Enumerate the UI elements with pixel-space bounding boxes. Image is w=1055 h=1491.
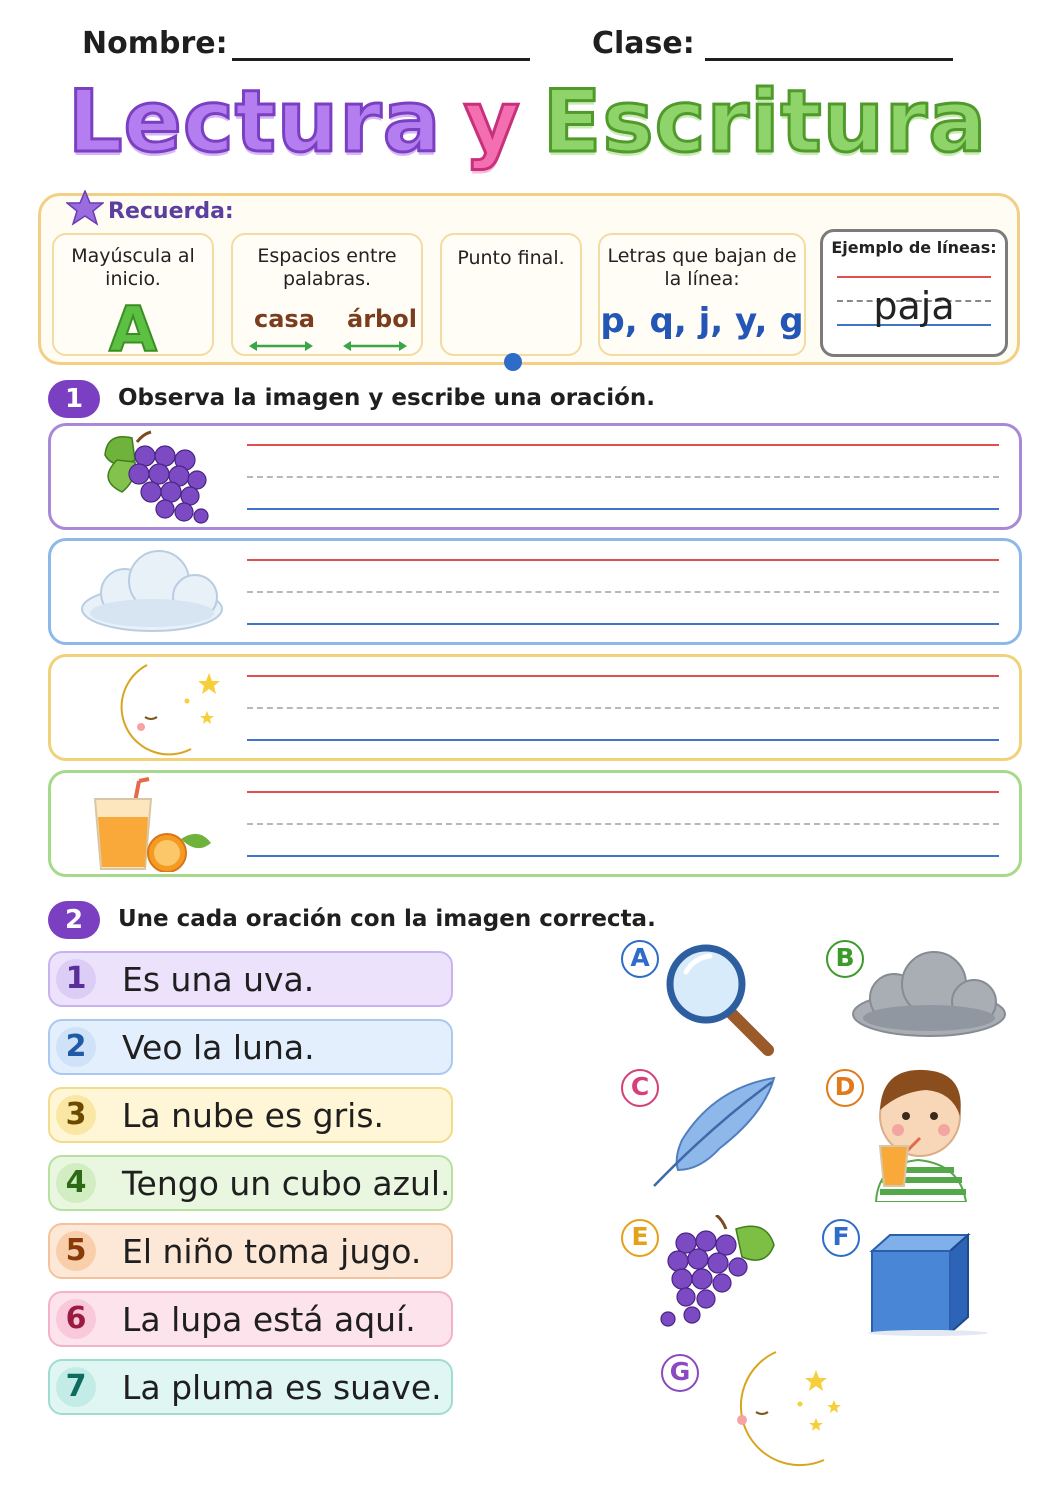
- sentence-number: 3: [56, 1095, 96, 1135]
- sentence-1[interactable]: [48, 951, 453, 1007]
- capital-a-example: A: [109, 293, 157, 366]
- example-word-paja: paja: [873, 284, 955, 328]
- sentence-text: La lupa está aquí.: [122, 1300, 416, 1339]
- sentence-text: La pluma es suave.: [122, 1368, 442, 1407]
- section-1-badge: 1: [48, 380, 100, 418]
- title-part-escritura: Escritura: [542, 72, 988, 172]
- name-label: Nombre:: [82, 26, 228, 61]
- star-icon: [66, 190, 104, 226]
- period-dot-icon: [504, 353, 522, 371]
- cloud-icon: [77, 545, 227, 640]
- writing-row-moon: [48, 654, 1022, 761]
- option-letter-a[interactable]: A: [621, 940, 659, 978]
- tip-text: Mayúscula al inicio.: [71, 245, 195, 290]
- tip-text: Punto final.: [457, 247, 565, 269]
- double-arrow-icon: [343, 341, 407, 351]
- sentence-text: La nube es gris.: [122, 1096, 385, 1135]
- tip-word-spaces: [231, 233, 423, 356]
- tip-text: Letras que bajan de la línea:: [607, 245, 797, 290]
- tip-period: [440, 233, 582, 356]
- sentence-2[interactable]: [48, 1019, 453, 1075]
- option-letter-g[interactable]: G: [661, 1354, 699, 1392]
- option-letter-e[interactable]: E: [621, 1219, 659, 1257]
- sentence-number: 5: [56, 1231, 96, 1271]
- example-word-casa: casa: [254, 305, 315, 333]
- title-part-y: y: [463, 72, 521, 172]
- sentence-text: Es una uva.: [122, 960, 315, 999]
- gray-cloud-icon[interactable]: [848, 946, 1010, 1042]
- sentence-3[interactable]: [48, 1087, 453, 1143]
- moon-icon[interactable]: [706, 1348, 846, 1468]
- tip-capital-letter: [52, 233, 214, 366]
- sentence-number: 1: [56, 959, 96, 999]
- name-field-line[interactable]: [232, 58, 530, 61]
- recuerda-title: Recuerda:: [108, 199, 234, 224]
- example-word-arbol: árbol: [347, 305, 417, 333]
- sentence-text: Tengo un cubo azul.: [122, 1164, 451, 1203]
- option-letter-b[interactable]: B: [826, 940, 864, 978]
- option-letter-c[interactable]: C: [621, 1069, 659, 1107]
- moon-icon: [77, 661, 227, 756]
- tip-text: Ejemplo de líneas:: [831, 238, 997, 257]
- orange-juice-icon: [77, 777, 227, 872]
- grapes-icon[interactable]: [656, 1215, 780, 1335]
- sentence-number: 7: [56, 1367, 96, 1407]
- sentence-number: 6: [56, 1299, 96, 1339]
- feather-icon[interactable]: [644, 1074, 784, 1190]
- option-letter-f[interactable]: F: [822, 1219, 860, 1257]
- sentence-5[interactable]: [48, 1223, 453, 1279]
- tip-text: Espacios entre palabras.: [257, 245, 397, 290]
- sentence-text: El niño toma jugo.: [122, 1232, 422, 1271]
- section-2-badge: 2: [48, 901, 100, 939]
- option-letter-d[interactable]: D: [826, 1069, 864, 1107]
- boy-drinking-juice-icon[interactable]: [862, 1060, 976, 1202]
- writing-row-orange-juice: [48, 770, 1022, 877]
- tip-descenders: [598, 233, 806, 356]
- grapes-icon: [77, 430, 227, 525]
- page-title: [0, 72, 1055, 172]
- blue-cube-icon[interactable]: [868, 1233, 998, 1337]
- section-2-instruction: Une cada oración con la imagen correcta.: [118, 906, 656, 932]
- class-field-line[interactable]: [705, 58, 953, 61]
- sentence-7[interactable]: [48, 1359, 453, 1415]
- title-part-lectura: Lectura: [67, 72, 442, 172]
- writing-row-cloud: [48, 538, 1022, 645]
- sentence-6[interactable]: [48, 1291, 453, 1347]
- tip-line-example: [820, 229, 1008, 357]
- writing-row-grapes: [48, 423, 1022, 530]
- double-arrow-icon: [249, 341, 313, 351]
- sentence-number: 2: [56, 1027, 96, 1067]
- class-label: Clase:: [592, 26, 695, 61]
- sentence-number: 4: [56, 1163, 96, 1203]
- descender-letters: p, q, j, y, g: [600, 301, 804, 341]
- sentence-4[interactable]: [48, 1155, 453, 1211]
- section-1-instruction: Observa la imagen y escribe una oración.: [118, 385, 655, 411]
- magnifying-glass-icon[interactable]: [664, 942, 779, 1060]
- sentence-text: Veo la luna.: [122, 1028, 315, 1067]
